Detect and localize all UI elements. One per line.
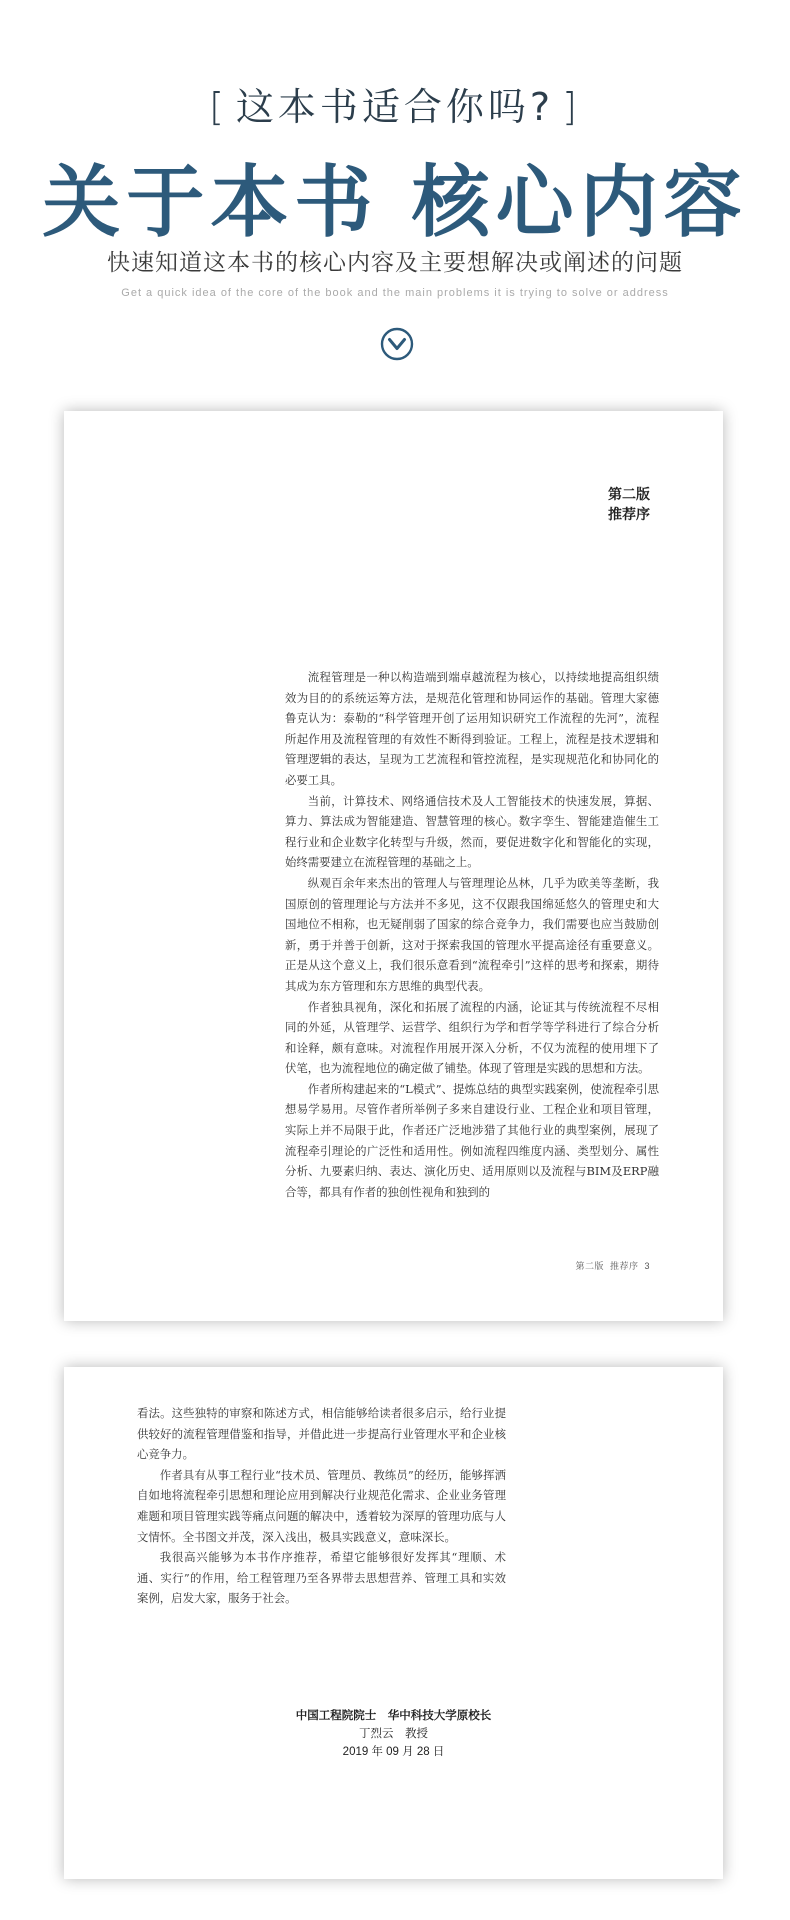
- kicker-title: [0, 76, 790, 131]
- foreword-body: [285, 667, 659, 1202]
- bracket-right: ]: [562, 85, 581, 129]
- headline: 关于本书 核心内容: [42, 157, 748, 248]
- author-affiliation: 中国工程院院士 华中科技大学原校长: [295, 1710, 492, 1722]
- chevron-down-circle-icon[interactable]: [380, 327, 414, 361]
- edition-label: 第二版: [608, 486, 650, 502]
- paragraph: 看法。这些独特的审察和陈述方式，相信能够给读者很多启示，给行业提供较好的流程管理借鉴和指导，并借此进一步提高行业管理水平和企业核心竞争力。: [137, 1406, 506, 1462]
- author-name: 丁烈云 教授: [359, 1728, 428, 1740]
- paragraph: 纵观百余年来杰出的管理人与管理理论丛林，几乎为欧美等垄断，我国原创的管理理论与方法并不多见，这不仅跟我国绵延悠久的管理史和大国地位不相称，也无疑削弱了国家的综合竞争力，我们需要也应当鼓励创新，勇于并善于创新，这对于探索我国的管理水平提高途径有重要意义。正是从这个意义上，我们很乐意看到“流程牵引”这样的思考和探索，期待其成为东方管理和东方思维的典型代表。: [285, 875, 659, 993]
- subline: 快速知道这本书的核心内容及主要想解决或阐述的问题: [107, 250, 683, 276]
- footer-section: 推荐序: [609, 1261, 639, 1271]
- page-heading: [608, 484, 650, 524]
- paragraph: 作者具有从事工程行业“技术员、管理员、教练员”的经历，能够挥洒自如地将流程牵引思想和理论应用到解决行业规范化需求、企业业务管理难题和项目管理实践等痛点问题的解决中，透着较为深厚的管理功底与人文情怀。全书图文并茂，深入浅出，极具实践意义，意味深长。: [137, 1467, 506, 1544]
- footer-edition: 第二版: [575, 1261, 604, 1271]
- paragraph: 当前，计算技术、网络通信技术及人工智能技术的快速发展，算据、算力、算法成为智能建造、智慧管理的核心。数字孪生、智能建造催生工程行业和企业数字化转型与升级，然而，要促进数字化和智能化的实现，始终需要建立在流程管理的基础之上。: [285, 793, 659, 870]
- paragraph: 作者独具视角，深化和拓展了流程的内涵，论证其与传统流程不尽相同的外延，从管理学、运营学、组织行为学和哲学等学科进行了综合分析和诠释，颇有意味。对流程作用展开深入分析，不仅为流程的使用埋下了伏笔，也为流程地位的确定做了铺垫。体现了管理是实践的思想和方法。: [285, 999, 659, 1076]
- promo-header: [0, 0, 790, 400]
- book-page-1: [64, 411, 723, 1321]
- signature-date: 2019 年 09 月 28 日: [342, 1746, 445, 1758]
- page-number: 3: [644, 1261, 650, 1271]
- signature-block: [64, 1707, 723, 1761]
- kicker-text: 这本书适合你吗?: [235, 85, 555, 129]
- paragraph: 我很高兴能够为本书作序推荐，希望它能够很好发挥其“理顺、术通、实行”的作用，给工程管理乃至各界带去思想营养、管理工具和实效案例，启发大家，服务于社会。: [137, 1550, 506, 1606]
- section-label: 推荐序: [608, 506, 650, 522]
- paragraph: 作者所构建起来的“L模式”、提炼总结的典型实践案例，使流程牵引思想易学易用。尽管作者所举例子多来自建设行业、工程企业和项目管理，实际上并不局限于此，作者还广泛地涉猎了其他行业的典型案例，展现了流程牵引理论的广泛性和适用性。例如流程四维度内涵、类型划分、属性分析、九要素归纳、表达、演化历史、适用原则以及流程与BIM及ERP融合等，都具有作者的独创性视角和独到的: [285, 1081, 659, 1199]
- book-page-2: [64, 1367, 723, 1879]
- english-subtitle: Get a quick idea of the core of the book and the main problems it is trying to solve or address: [121, 287, 669, 299]
- paragraph: 流程管理是一种以构造端到端卓越流程为核心，以持续地提高组织绩效为目的的系统运筹方法，是规范化管理和协同运作的基础。管理大家德鲁克认为：泰勒的“科学管理开创了运用知识研究工作流程的先河”，流程所起作用及流程管理的有效性不断得到验证。工程上，流程是技术逻辑和管理逻辑的表达，呈现为工艺流程和管控流程，是实现规范化和协同化的必要工具。: [285, 670, 659, 787]
- foreword-body-continued: [137, 1403, 506, 1609]
- bracket-left: [: [209, 85, 228, 129]
- page-footer: [569, 1259, 650, 1272]
